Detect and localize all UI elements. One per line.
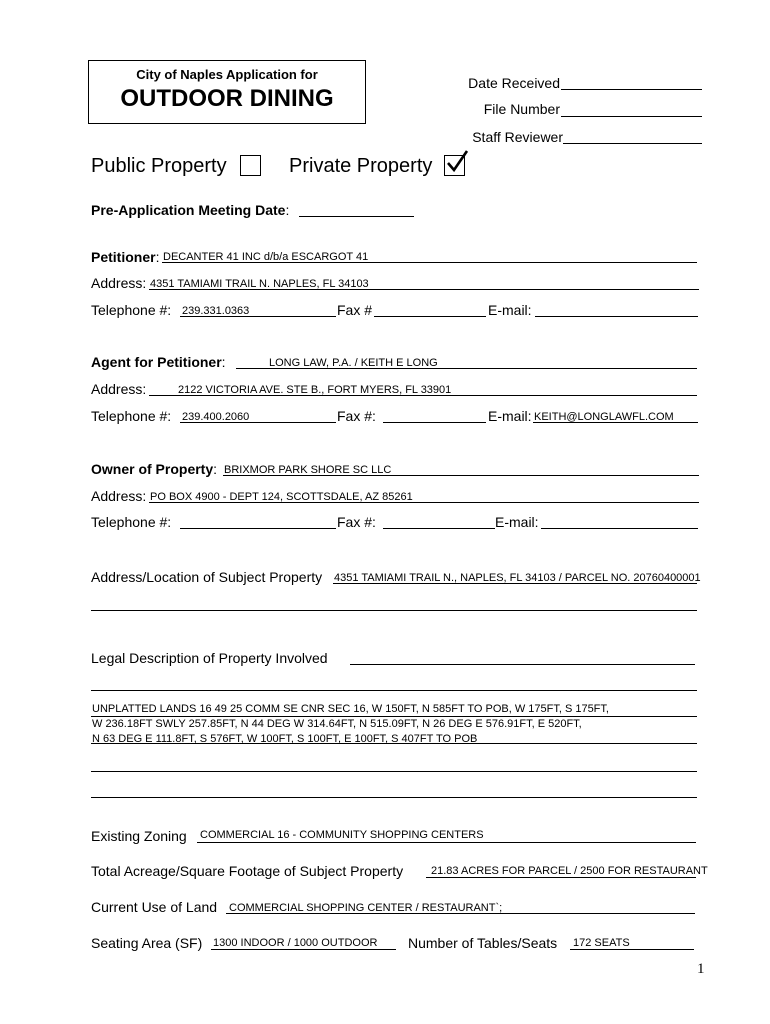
pre-app-label-group — [91, 202, 289, 218]
legal-description-field-2[interactable] — [91, 690, 697, 691]
legal-description-line-3: N 63 DEG E 111.8FT, S 576FT, W 100FT, S 100FT, E 100FT, S 407FT TO POB — [92, 733, 478, 745]
staff-reviewer-field[interactable] — [563, 143, 702, 144]
agent-email-value: KEITH@LONGLAWFL.COM — [534, 411, 674, 423]
existing-zoning-value: COMMERCIAL 16 - COMMUNITY SHOPPING CENTERS — [200, 829, 484, 841]
subject-property-field-2[interactable] — [91, 610, 697, 611]
owner-fax-field[interactable] — [383, 528, 495, 529]
page-number: 1 — [697, 961, 705, 977]
petitioner-value: DECANTER 41 INC d/b/a ESCARGOT 41 — [163, 251, 369, 263]
land-use-label: Current Use of Land — [91, 899, 218, 915]
petitioner-fax-label: Fax # — [337, 302, 373, 318]
owner-fax-label: Fax #: — [337, 514, 376, 530]
petitioner-address-label: Address: — [91, 275, 147, 291]
pre-app-label: Pre-Application Meeting Date — [91, 202, 286, 218]
file-number-field[interactable] — [561, 116, 702, 117]
petitioner-fax-field[interactable] — [374, 316, 486, 317]
private-property-label: Private Property — [289, 155, 433, 177]
legal-description-field[interactable] — [350, 664, 695, 665]
staff-reviewer-label: Staff Reviewer — [472, 129, 563, 145]
owner-label: Owner of Property — [91, 461, 214, 477]
tables-seats-label: Number of Tables/Seats — [408, 935, 558, 951]
seating-area-field[interactable] — [211, 949, 396, 950]
pre-app-date-field[interactable] — [299, 216, 414, 217]
agent-fax-field[interactable] — [383, 422, 486, 423]
petitioner-telephone-value: 239.331.0363 — [182, 305, 250, 317]
owner-email-label: E-mail: — [495, 514, 539, 530]
petitioner-label: Petitioner — [91, 249, 156, 265]
agent-label-group — [91, 354, 226, 370]
seating-area-value: 1300 INDOOR / 1000 OUTDOOR — [213, 937, 378, 949]
petitioner-colon: : — [155, 249, 160, 265]
legal-description-line-1: UNPLATTED LANDS 16 49 25 COMM SE CNR SEC 16, W 150FT, N 585FT TO POB, W 175FT, S 175FT, — [92, 703, 609, 715]
owner-label-group — [91, 461, 217, 477]
agent-address-value: 2122 VICTORIA AVE. STE B., FORT MYERS, FL 33901 — [178, 384, 452, 396]
legal-description-line-2: W 236.18FT SWLY 257.85FT, N 44 DEG W 314.64FT, N 515.09FT, N 26 DEG E 576.91FT, E 520FT, — [92, 718, 582, 730]
legal-description-label: Legal Description of Property Involved — [91, 650, 328, 666]
owner-address-label: Address: — [91, 488, 147, 504]
date-received-field[interactable] — [561, 89, 702, 90]
tables-seats-field[interactable] — [570, 949, 694, 950]
petitioner-email-field[interactable] — [535, 316, 698, 317]
agent-email-label: E-mail: — [488, 408, 532, 424]
app-prefix: City of Naples Application for — [136, 67, 318, 82]
owner-telephone-field[interactable] — [180, 528, 336, 529]
file-number-label: File Number — [483, 101, 560, 117]
public-property-label: Public Property — [91, 155, 227, 177]
date-received-label: Date Received — [468, 75, 560, 91]
subject-property-value: 4351 TAMIAMI TRAIL N., NAPLES, FL 34103 / PARCEL NO. 20760400001 — [334, 572, 701, 584]
agent-address-label: Address: — [91, 381, 147, 397]
agent-colon: : — [221, 354, 226, 370]
petitioner-label-group — [91, 249, 159, 265]
acreage-label: Total Acreage/Square Footage of Subject Property — [91, 863, 404, 879]
subject-property-label: Address/Location of Subject Property — [91, 569, 323, 585]
agent-value: LONG LAW, P.A. / KEITH E LONG — [269, 357, 438, 369]
agent-label: Agent for Petitioner — [91, 354, 222, 370]
owner-telephone-label: Telephone #: — [91, 514, 172, 530]
app-title: OUTDOOR DINING — [120, 85, 334, 112]
private-property-checkbox[interactable] — [444, 155, 465, 176]
acreage-field[interactable] — [426, 877, 696, 878]
agent-telephone-label: Telephone #: — [91, 408, 172, 424]
existing-zoning-label: Existing Zoning — [91, 828, 187, 844]
land-use-value: COMMERCIAL SHOPPING CENTER / RESTAURANT`; — [229, 902, 503, 914]
legal-description-field-5[interactable] — [91, 771, 697, 772]
acreage-value: 21.83 ACRES FOR PARCEL / 2500 FOR RESTAURANT — [431, 865, 708, 877]
petitioner-email-label: E-mail: — [488, 302, 532, 318]
owner-email-field[interactable] — [541, 528, 698, 529]
agent-fax-label: Fax #: — [337, 408, 376, 424]
legal-description-field-3[interactable] — [91, 716, 697, 717]
tables-seats-value: 172 SEATS — [573, 937, 630, 949]
owner-value: BRIXMOR PARK SHORE SC LLC — [224, 464, 392, 476]
checkmark-icon — [445, 149, 471, 175]
existing-zoning-field[interactable] — [197, 842, 696, 843]
owner-colon: : — [213, 461, 218, 477]
pre-app-colon: : — [285, 202, 290, 218]
agent-telephone-value: 239.400.2060 — [182, 411, 250, 423]
owner-address-value: PO BOX 4900 - DEPT 124, SCOTTSDALE, AZ 85261 — [150, 491, 413, 503]
public-property-checkbox[interactable] — [240, 155, 261, 176]
petitioner-address-value: 4351 TAMIAMI TRAIL N. NAPLES, FL 34103 — [150, 278, 369, 290]
petitioner-telephone-label: Telephone #: — [91, 302, 172, 318]
legal-description-field-6[interactable] — [91, 797, 697, 798]
seating-area-label: Seating Area (SF) — [91, 935, 203, 951]
